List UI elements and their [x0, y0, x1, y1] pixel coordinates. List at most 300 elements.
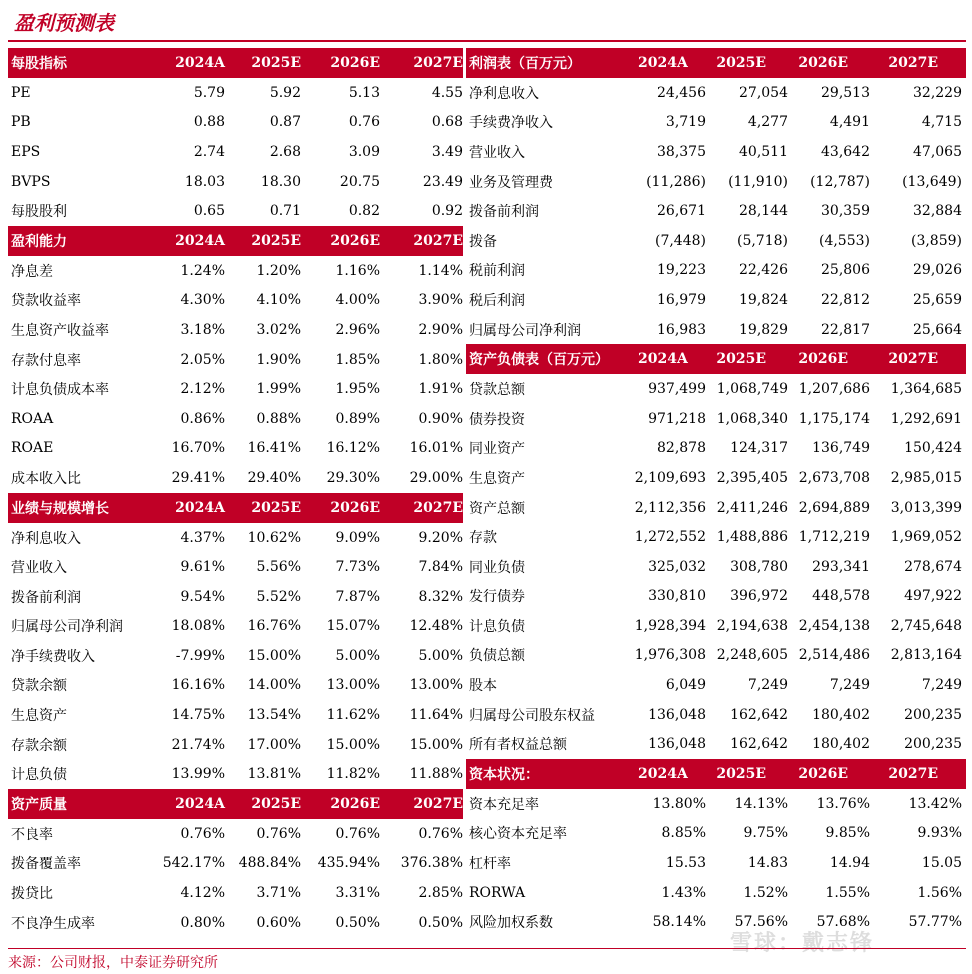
cell-value: 1.55% [825, 884, 870, 901]
year-header: 2024A [638, 55, 688, 71]
section-title: 资产负债表（百万元） [469, 352, 609, 369]
cell-value: 47,065 [913, 143, 962, 160]
row-label: 成本收入比 [11, 470, 81, 487]
cell-value: 14.75% [171, 707, 225, 724]
table-row [8, 434, 463, 464]
section-title: 利润表（百万元） [469, 56, 581, 72]
row-label: 生息资产 [11, 708, 67, 725]
table-row [466, 641, 966, 671]
row-label: 杠杆率 [469, 856, 511, 873]
cell-value: 1.95% [335, 381, 380, 398]
row-label: 税后利润 [469, 292, 525, 309]
cell-value: 180,402 [812, 736, 870, 753]
cell-value: 150,424 [904, 440, 962, 457]
cell-value: 4,715 [921, 114, 962, 131]
cell-value: 82,878 [657, 440, 706, 457]
cell-value: 0.88% [256, 410, 301, 427]
cell-value: 13.99% [171, 766, 225, 783]
cell-value: 27,054 [739, 84, 788, 101]
cell-value: 43,642 [821, 143, 870, 160]
row-label: 股本 [469, 678, 497, 695]
cell-value: 1.99% [256, 381, 301, 398]
cell-value: 32,884 [913, 203, 962, 220]
table-row [466, 819, 966, 849]
cell-value: 7.87% [335, 588, 380, 605]
section-title: 盈利能力 [11, 233, 67, 250]
year-header: 2026E [798, 351, 848, 368]
cell-value: 23.49 [422, 173, 463, 190]
cell-value: 9.20% [418, 529, 463, 546]
table-row [466, 256, 966, 286]
section-title: 资产质量 [11, 797, 67, 814]
table-row [8, 315, 463, 345]
row-label: 核心资本充足率 [469, 826, 567, 843]
cell-value: 1,292,691 [890, 410, 962, 427]
cell-value: 1,207,686 [798, 381, 870, 398]
left-tables [8, 48, 463, 937]
row-label: PB [11, 114, 31, 131]
row-label: 拨贷比 [11, 886, 53, 903]
cell-value: 19,824 [739, 291, 788, 308]
cell-value: 2,411,246 [716, 499, 788, 516]
table-row [466, 848, 966, 878]
cell-value: 5.00% [335, 647, 380, 664]
cell-value: 1.52% [743, 884, 788, 901]
cell-value: 7.73% [335, 559, 380, 576]
cell-value: 9.09% [335, 529, 380, 546]
cell-value: -7.99% [175, 647, 225, 664]
cell-value: 4.00% [335, 292, 380, 309]
cell-value: 1.24% [180, 262, 225, 279]
cell-value: 0.88 [193, 114, 225, 131]
cell-value: 1,928,394 [634, 617, 706, 634]
cell-value: 2.85% [418, 885, 463, 902]
cell-value: 0.50% [335, 914, 380, 931]
cell-value: 1,272,552 [634, 529, 706, 546]
cell-value: 0.60% [256, 914, 301, 931]
cell-value: 2.68 [269, 143, 301, 160]
row-label: 计息负债 [11, 767, 67, 784]
cell-value: 15.00% [326, 736, 380, 753]
cell-value: 13.54% [247, 707, 301, 724]
row-label: 拨备前利润 [11, 589, 81, 606]
cell-value: 16.70% [171, 440, 225, 457]
year-header: 2026E [798, 766, 848, 783]
cell-value: 19,829 [739, 321, 788, 338]
cell-value: 14.13% [734, 795, 788, 812]
year-header: 2025E [251, 796, 301, 813]
cell-value: 25,664 [913, 321, 962, 338]
cell-value: 7,249 [747, 677, 788, 694]
right-tables [466, 48, 966, 937]
cell-value: (4,553) [818, 232, 870, 249]
cell-value: 1.90% [256, 351, 301, 368]
table-row [466, 878, 966, 908]
cell-value: 29.00% [409, 469, 463, 486]
cell-value: 396,972 [730, 588, 788, 605]
table-row [8, 641, 463, 671]
cell-value: 1,976,308 [634, 647, 706, 664]
year-header: 2027E [413, 796, 463, 813]
cell-value: 162,642 [730, 736, 788, 753]
cell-value: 497,922 [904, 588, 962, 605]
cell-value: 330,810 [648, 588, 706, 605]
table-row [8, 256, 463, 286]
cell-value: 0.87 [269, 114, 301, 131]
cell-value: 9.54% [180, 588, 225, 605]
cell-value: 278,674 [904, 558, 962, 575]
cell-value: 136,749 [812, 440, 870, 457]
cell-value: 3.49 [431, 143, 463, 160]
cell-value: 0.65 [193, 203, 225, 220]
cell-value: 25,659 [913, 291, 962, 308]
row-label: 贷款总额 [469, 382, 525, 399]
left-section-header [8, 48, 463, 78]
row-label: 税前利润 [469, 263, 525, 280]
cell-value: (5,718) [736, 232, 788, 249]
table-row [8, 730, 463, 760]
cell-value: 13.00% [326, 677, 380, 694]
right-section-header [466, 344, 966, 374]
row-label: 营业收入 [469, 144, 525, 161]
table-row [466, 374, 966, 404]
watermark: 雪球：戴志锋 [730, 931, 875, 956]
cell-value: 2,112,356 [634, 499, 706, 516]
cell-value: 22,812 [821, 291, 870, 308]
cell-value: 26,671 [657, 203, 706, 220]
cell-value: 29,513 [821, 84, 870, 101]
cell-value: 0.68 [431, 114, 463, 131]
cell-value: (11,910) [728, 173, 788, 190]
title-divider [8, 40, 966, 42]
cell-value: 15.00% [409, 736, 463, 753]
cell-value: 13.00% [409, 677, 463, 694]
cell-value: 3.71% [256, 885, 301, 902]
row-label: 负债总额 [469, 648, 525, 665]
cell-value: 29,026 [913, 262, 962, 279]
cell-value: 1.80% [418, 351, 463, 368]
cell-value: 448,578 [812, 588, 870, 605]
table-row [8, 345, 463, 375]
table-row [8, 552, 463, 582]
row-label: 净手续费收入 [11, 648, 95, 665]
cell-value: 9.75% [743, 825, 788, 842]
cell-value: 542.17% [162, 855, 225, 872]
cell-value: 5.52% [256, 588, 301, 605]
row-label: 拨备 [469, 233, 497, 250]
cell-value: 0.92 [431, 203, 463, 220]
row-label: 业务及管理费 [469, 174, 553, 191]
table-row [466, 434, 966, 464]
right-section-header [466, 48, 966, 78]
cell-value: 435.94% [317, 855, 380, 872]
year-header: 2027E [888, 766, 938, 783]
row-label: 每股股利 [11, 204, 67, 221]
row-label: 债券投资 [469, 411, 525, 428]
cell-value: 29.40% [247, 469, 301, 486]
table-row [8, 582, 463, 612]
cell-value: 1,364,685 [890, 381, 962, 398]
table-row [8, 167, 463, 197]
cell-value: 4,491 [829, 114, 870, 131]
table-row [8, 612, 463, 642]
cell-value: 4.30% [180, 292, 225, 309]
row-label: 存款付息率 [11, 352, 81, 369]
cell-value: 25,806 [821, 262, 870, 279]
cell-value: 15.53 [665, 855, 706, 872]
cell-value: 8.32% [418, 588, 463, 605]
section-title: 资本状况： [469, 767, 539, 784]
cell-value: 10.62% [247, 529, 301, 546]
cell-value: 57.68% [816, 914, 870, 931]
cell-value: 4.12% [180, 885, 225, 902]
table-row [466, 611, 966, 641]
cell-value: 22,426 [739, 262, 788, 279]
cell-value: 40,511 [739, 143, 788, 160]
cell-value: 3,719 [665, 114, 706, 131]
row-label: 发行债券 [469, 589, 525, 606]
cell-value: 2,109,693 [634, 469, 706, 486]
cell-value: 937,499 [648, 381, 706, 398]
page-title: 盈利预测表 [14, 11, 114, 35]
table-row [8, 463, 463, 493]
table-row [8, 878, 463, 908]
row-label: 同业资产 [469, 441, 525, 458]
year-header: 2024A [175, 55, 225, 71]
cell-value: 0.86% [180, 410, 225, 427]
cell-value: 16.12% [326, 440, 380, 457]
cell-value: 5.56% [256, 559, 301, 576]
table-row [466, 789, 966, 819]
cell-value: 8.85% [661, 825, 706, 842]
cell-value: 3.31% [335, 885, 380, 902]
table-row [8, 700, 463, 730]
year-header: 2027E [888, 351, 938, 368]
year-header: 2027E [413, 232, 463, 249]
cell-value: 4.55 [431, 84, 463, 101]
table-row [8, 137, 463, 167]
cell-value: 2,985,015 [890, 469, 962, 486]
table-row [8, 849, 463, 879]
cell-value: 20.75 [339, 173, 380, 190]
cell-value: 29.30% [326, 469, 380, 486]
cell-value: 0.50% [418, 914, 463, 931]
cell-value: 1,068,749 [716, 381, 788, 398]
cell-value: 16.41% [247, 440, 301, 457]
cell-value: 124,317 [730, 440, 788, 457]
year-header: 2025E [251, 232, 301, 249]
cell-value: 1,712,219 [798, 529, 870, 546]
cell-value: 1.20% [256, 262, 301, 279]
cell-value: 11.82% [326, 766, 380, 783]
cell-value: 2,813,164 [890, 647, 962, 664]
row-label: 净利息收入 [469, 85, 539, 102]
cell-value: 3.02% [256, 321, 301, 338]
table-row [466, 463, 966, 493]
cell-value: 16,979 [657, 291, 706, 308]
year-header: 2025E [716, 766, 766, 783]
table-row [466, 700, 966, 730]
table-row [466, 167, 966, 197]
year-header: 2024A [175, 796, 225, 813]
cell-value: 2.12% [180, 381, 225, 398]
table-row [466, 522, 966, 552]
table-row [466, 315, 966, 345]
cell-value: 0.76% [418, 825, 463, 842]
cell-value: 2,395,405 [716, 469, 788, 486]
table-row [466, 108, 966, 138]
row-label: 生息资产 [469, 470, 525, 487]
table-row [8, 286, 463, 316]
cell-value: 376.38% [400, 855, 463, 872]
cell-value: 7.84% [418, 559, 463, 576]
left-section-header [8, 493, 463, 523]
year-header: 2026E [330, 55, 380, 71]
row-label: 所有者权益总额 [469, 737, 567, 754]
cell-value: (11,286) [646, 173, 706, 190]
cell-value: 30,359 [821, 203, 870, 220]
table-row [8, 78, 463, 108]
cell-value: 29.41% [171, 469, 225, 486]
row-label: 归属母公司股东权益 [469, 707, 595, 724]
cell-value: 325,032 [648, 558, 706, 575]
row-label: 净息差 [11, 263, 53, 280]
left-section-header [8, 789, 463, 819]
cell-value: 488.84% [238, 855, 301, 872]
cell-value: 14.00% [247, 677, 301, 694]
cell-value: 3.18% [180, 321, 225, 338]
cell-value: 11.88% [409, 766, 463, 783]
table-row [466, 196, 966, 226]
cell-value: 0.80% [180, 914, 225, 931]
cell-value: 2,745,648 [890, 617, 962, 634]
table-row [8, 374, 463, 404]
cell-value: 308,780 [730, 558, 788, 575]
year-header: 2024A [638, 351, 688, 368]
section-title: 业绩与规模增长 [11, 500, 109, 517]
cell-value: 180,402 [812, 706, 870, 723]
table-row [466, 137, 966, 167]
cell-value: 11.64% [409, 707, 463, 724]
cell-value: 0.76% [180, 825, 225, 842]
cell-value: 0.76% [335, 825, 380, 842]
year-header: 2026E [330, 499, 380, 516]
cell-value: 22,817 [821, 321, 870, 338]
cell-value: 18.30 [260, 173, 301, 190]
cell-value: 2.90% [418, 321, 463, 338]
cell-value: 0.76% [256, 825, 301, 842]
cell-value: 57.77% [908, 914, 962, 931]
table-row [8, 523, 463, 553]
cell-value: 0.90% [418, 410, 463, 427]
row-label: 贷款余额 [11, 678, 67, 695]
cell-value: 3,013,399 [890, 499, 962, 516]
cell-value: 136,048 [648, 736, 706, 753]
table-row [466, 582, 966, 612]
table-row [8, 819, 463, 849]
row-label: 风险加权系数 [469, 915, 553, 932]
cell-value: 1,969,052 [890, 529, 962, 546]
cell-value: 0.82 [348, 203, 380, 220]
cell-value: 11.62% [326, 707, 380, 724]
cell-value: 2,248,605 [716, 647, 788, 664]
cell-value: 1.56% [917, 884, 962, 901]
cell-value: 7,249 [921, 677, 962, 694]
row-label: EPS [11, 143, 41, 160]
row-label: 净利息收入 [11, 530, 81, 547]
cell-value: 18.08% [171, 618, 225, 635]
cell-value: 1.16% [335, 262, 380, 279]
table-row [8, 108, 463, 138]
table-row [8, 196, 463, 226]
cell-value: 2,514,486 [798, 647, 870, 664]
cell-value: 5.00% [418, 647, 463, 664]
cell-value: 17.00% [247, 736, 301, 753]
cell-value: 2.05% [180, 351, 225, 368]
row-label: 同业负债 [469, 559, 525, 576]
cell-value: 7,249 [829, 677, 870, 694]
row-label: 生息资产收益率 [11, 322, 109, 339]
cell-value: 19,223 [657, 262, 706, 279]
cell-value: 200,235 [904, 736, 962, 753]
cell-value: (3,859) [910, 232, 962, 249]
cell-value: 28,144 [739, 203, 788, 220]
row-label: 拨备前利润 [469, 204, 539, 221]
cell-value: 0.89% [335, 410, 380, 427]
right-section-header [466, 759, 966, 789]
row-label: RORWA [469, 884, 526, 901]
row-label: 归属母公司净利润 [469, 322, 581, 339]
cell-value: 9.93% [917, 825, 962, 842]
cell-value: 14.94 [829, 855, 870, 872]
cell-value: 15.00% [247, 647, 301, 664]
table-row [466, 404, 966, 434]
year-header: 2024A [175, 499, 225, 516]
row-label: ROAA [11, 410, 54, 427]
cell-value: 57.56% [734, 914, 788, 931]
row-label: 存款余额 [11, 737, 67, 754]
cell-value: 12.48% [409, 618, 463, 635]
cell-value: 18.03 [184, 173, 225, 190]
year-header: 2025E [251, 55, 301, 71]
row-label: 营业收入 [11, 560, 67, 577]
cell-value: 5.79 [193, 84, 225, 101]
cell-value: 5.13 [348, 84, 380, 101]
section-title: 每股指标 [11, 56, 67, 72]
row-label: 资产总额 [469, 500, 525, 517]
cell-value: 14.83 [747, 855, 788, 872]
table-row [466, 493, 966, 523]
year-header: 2026E [798, 55, 848, 71]
cell-value: 16.01% [409, 440, 463, 457]
cell-value: 971,218 [648, 410, 706, 427]
row-label: PE [11, 84, 31, 101]
cell-value: 136,048 [648, 706, 706, 723]
row-label: 归属母公司净利润 [11, 619, 123, 636]
table-row [466, 907, 966, 937]
year-header: 2024A [638, 766, 688, 783]
year-header: 2024A [175, 232, 225, 249]
year-header: 2027E [413, 499, 463, 516]
cell-value: 4,277 [747, 114, 788, 131]
table-row [466, 285, 966, 315]
table-row [466, 729, 966, 759]
year-header: 2025E [716, 351, 766, 368]
table-row [466, 226, 966, 256]
year-header: 2026E [330, 232, 380, 249]
cell-value: 3.90% [418, 292, 463, 309]
cell-value: 3.09 [348, 143, 380, 160]
